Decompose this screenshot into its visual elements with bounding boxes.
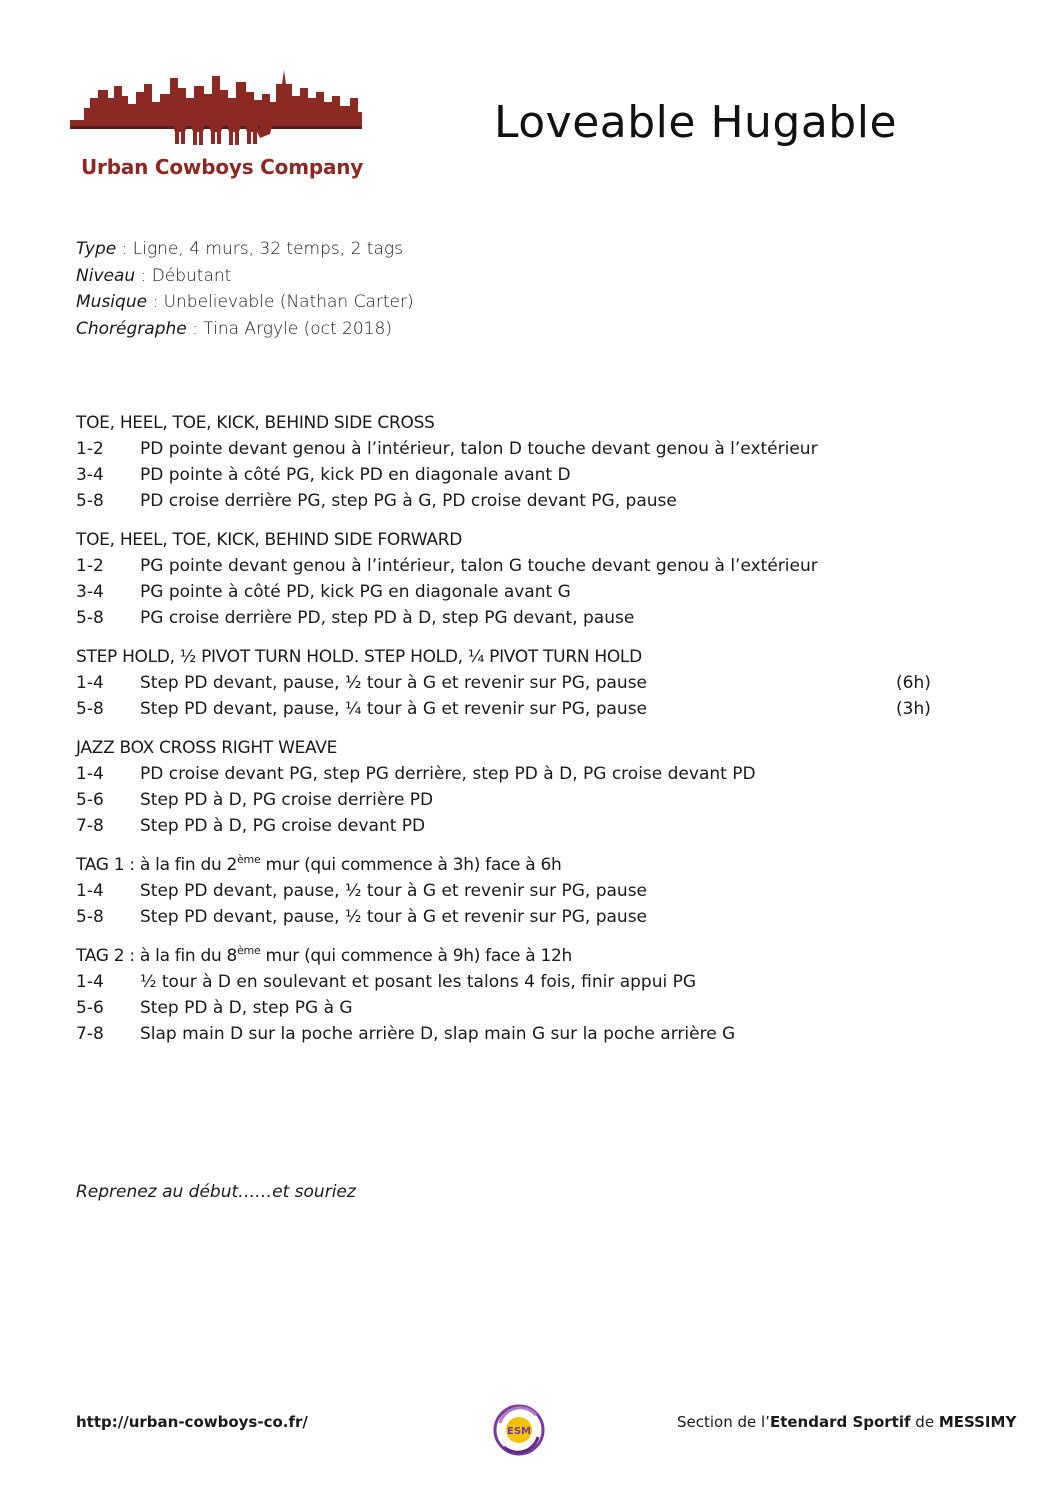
step-line: [76, 904, 956, 930]
section-title: TOE, HEEL, TOE, KICK, BEHIND SIDE FORWARD: [76, 530, 463, 550]
tag-title: [76, 852, 956, 878]
info-value: : Tina Argyle (oct 2018): [186, 318, 392, 339]
info-level: [76, 263, 414, 290]
step-text: PD croise devant PG, step PG derrière, step PD à D, PG croise devant PD: [140, 764, 756, 784]
step-text: PD croise derrière PG, step PG à G, PD croise devant PG, pause: [140, 491, 677, 511]
step-line: [76, 605, 956, 631]
esm-logo-text: ESM: [507, 1426, 531, 1437]
step-line: [76, 696, 956, 722]
step-text: PD pointe devant genou à l’intérieur, talon D touche devant genou à l’extérieur: [140, 439, 818, 459]
section-title: STEP HOLD, ½ PIVOT TURN HOLD. STEP HOLD, ¼ PIVOT TURN HOLD: [76, 647, 642, 667]
step-line: [76, 1021, 956, 1047]
step-count: 7-8: [76, 1024, 104, 1044]
tag-desc-post: mur (qui commence à 9h) face à 12h: [260, 946, 572, 966]
esm-logo: [492, 1403, 546, 1457]
step-text: Step PD devant, pause, ¼ tour à G et revenir sur PG, pause: [140, 699, 648, 719]
footer-right-town: MESSIMY: [938, 1413, 1017, 1431]
tag-title: [76, 943, 956, 969]
section-title: TOE, HEEL, TOE, KICK, BEHIND SIDE CROSS: [76, 413, 435, 433]
step-text: Step PD à D, PG croise derrière PD: [140, 790, 434, 810]
step-count: 5-8: [76, 699, 104, 719]
step-text: PG pointe devant genou à l’intérieur, talon G touche devant genou à l’extérieur: [140, 556, 818, 576]
info-type: [76, 236, 414, 263]
step-line: [76, 579, 956, 605]
section: [76, 644, 956, 722]
step-line: [76, 462, 956, 488]
wall-note: (6h): [896, 673, 931, 693]
info-label: Chorégraphe: [76, 318, 187, 339]
info-value: : Unbelievable (Nathan Carter): [147, 292, 414, 312]
step-count: 1-4: [76, 881, 104, 901]
step-count: 5-6: [76, 790, 104, 810]
step-line: [76, 878, 956, 904]
step-count: 5-8: [76, 907, 104, 927]
step-text: Step PD à D, PG croise devant PD: [140, 816, 426, 836]
step-sheet: [76, 410, 956, 1060]
footer-right-org: Etendard Sportif: [769, 1413, 911, 1431]
info-music: [76, 289, 414, 316]
info-value: : Ligne, 4 murs, 32 temps, 2 tags: [116, 239, 403, 259]
step-count: 1-2: [76, 556, 104, 576]
tag-desc-post: mur (qui commence à 3h) face à 6h: [260, 855, 562, 875]
tag-section: [76, 852, 956, 930]
footer-section-text: [677, 1413, 1016, 1431]
step-count: 5-6: [76, 998, 104, 1018]
step-count: 5-8: [76, 608, 104, 628]
step-count: 3-4: [76, 582, 104, 602]
closing-note: Reprenez au début……et souriez: [76, 1182, 356, 1202]
step-text: PD pointe à côté PG, kick PD en diagonale avant D: [140, 465, 571, 485]
section: [76, 410, 956, 514]
tag-desc-sup: ème: [237, 944, 261, 957]
step-line: [76, 761, 956, 787]
step-text: Step PD devant, pause, ½ tour à G et revenir sur PG, pause: [140, 673, 648, 693]
step-line: [76, 969, 956, 995]
tag-desc-pre: à la fin du 8: [134, 946, 238, 966]
dance-title: Loveable Hugable: [494, 97, 898, 148]
step-count: 3-4: [76, 465, 104, 485]
info-choreographer: [76, 316, 414, 343]
step-count: 1-2: [76, 439, 104, 459]
step-line: [76, 995, 956, 1021]
step-line: [76, 670, 956, 696]
skyline-cowboys-icon: [70, 68, 365, 158]
step-text: Step PD devant, pause, ½ tour à G et revenir sur PG, pause: [140, 881, 648, 901]
step-line: [76, 813, 956, 839]
esm-logo-icon: [492, 1403, 546, 1457]
info-label: Musique: [76, 292, 148, 312]
info-value: : Débutant: [135, 265, 232, 286]
step-count: 5-8: [76, 491, 104, 511]
dance-info: [76, 236, 414, 342]
section: [76, 527, 956, 631]
step-count: 1-4: [76, 764, 104, 784]
step-text: Step PD à D, step PG à G: [140, 998, 353, 1018]
step-count: 7-8: [76, 816, 104, 836]
section: [76, 735, 956, 839]
step-text: ½ tour à D en soulevant et posant les talons 4 fois, finir appui PG: [140, 972, 697, 992]
wall-note: (3h): [896, 699, 931, 719]
step-text: PG croise derrière PD, step PD à D, step PG devant, pause: [140, 608, 635, 628]
footer-url-link[interactable]: http://urban-cowboys-co.fr/: [76, 1413, 308, 1431]
info-label: Niveau: [76, 265, 136, 286]
company-name: Urban Cowboys Company: [81, 155, 364, 179]
step-count: 1-4: [76, 972, 104, 992]
step-text: Step PD devant, pause, ½ tour à G et revenir sur PG, pause: [140, 907, 648, 927]
tag-desc-sup: ème: [237, 853, 261, 866]
tag-label: TAG 2 :: [76, 946, 135, 966]
tag-section: [76, 943, 956, 1047]
footer-right-mid: de: [910, 1413, 939, 1431]
step-line: [76, 787, 956, 813]
footer-right-pre: Section de l’: [677, 1413, 770, 1431]
info-label: Type: [76, 239, 117, 259]
step-line: [76, 553, 956, 579]
step-text: Slap main D sur la poche arrière D, slap main G sur la poche arrière G: [140, 1024, 736, 1044]
step-line: [76, 488, 956, 514]
step-text: PG pointe à côté PD, kick PG en diagonale avant G: [140, 582, 571, 602]
step-line: [76, 436, 956, 462]
section-title: JAZZ BOX CROSS RIGHT WEAVE: [76, 738, 338, 758]
step-count: 1-4: [76, 673, 104, 693]
tag-label: TAG 1 :: [76, 855, 135, 875]
tag-desc-pre: à la fin du 2: [134, 855, 238, 875]
